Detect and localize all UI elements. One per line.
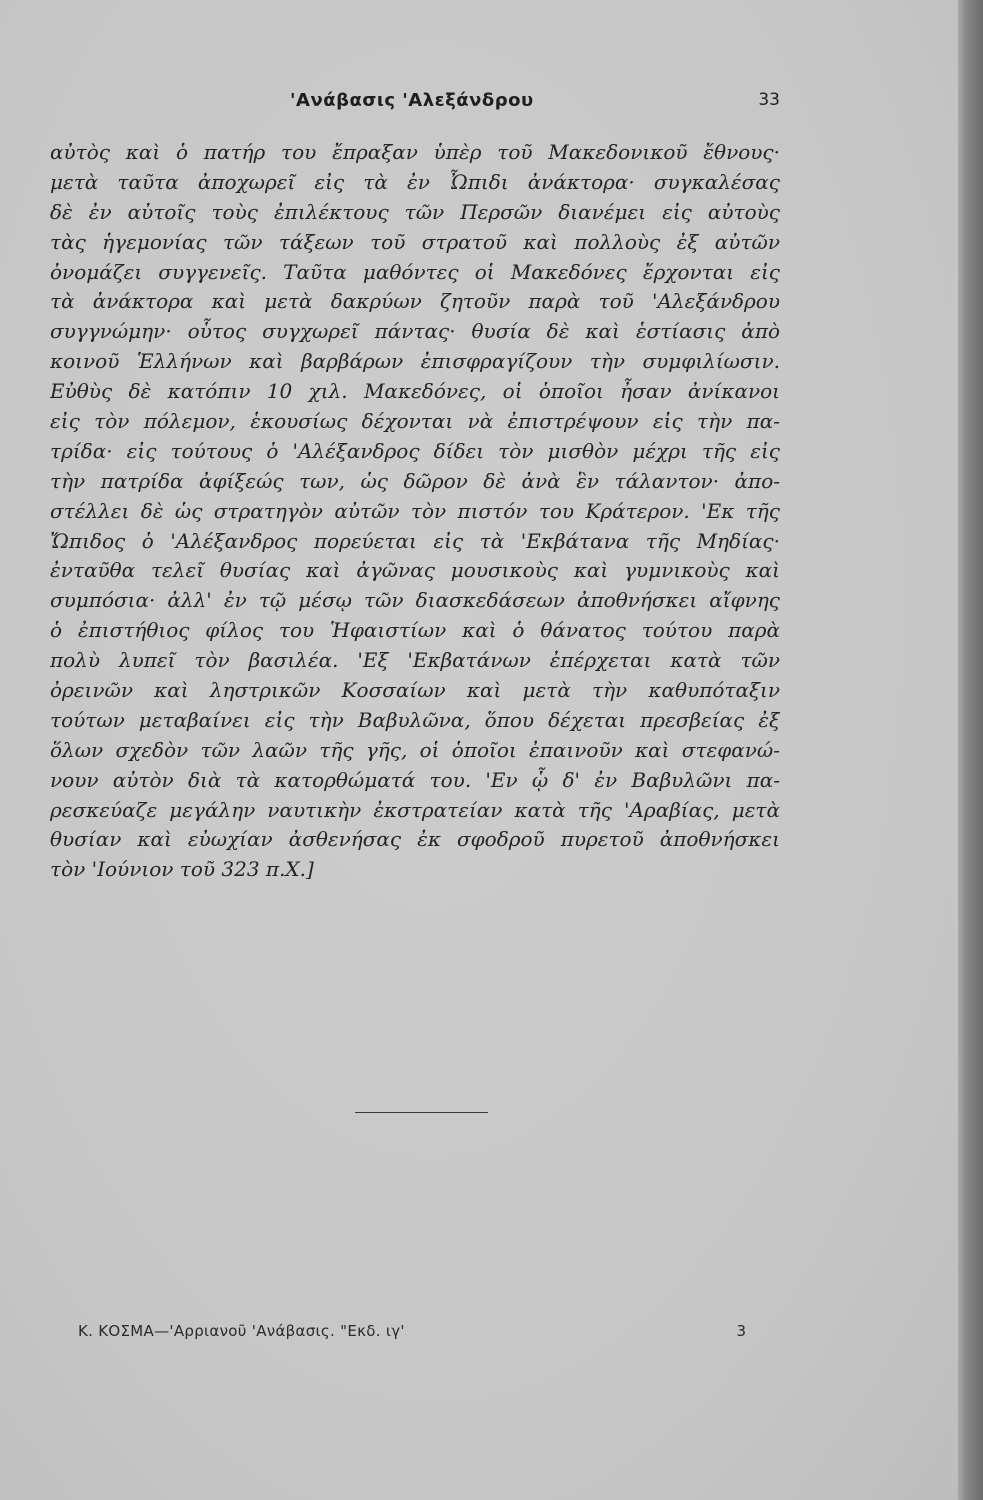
text-line-final: τὸν 'Ιούνιον τοῦ 323 π.Χ.] xyxy=(50,857,314,882)
page-edge-shadow xyxy=(958,0,983,1500)
text-line: τὴν πατρίδα ἀφίξεώς των, ὡς δῶρον δὲ ἀνὰ ἓν τάλαντον· ἀπο- xyxy=(50,468,780,493)
text-line: κοινοῦ Ἑλλήνων καὶ βαρβάρων ἐπισφραγίζουν τὴν συμφιλίωσιν. xyxy=(50,349,780,374)
text-line: ὁ ἐπιστήθιος φίλος του Ἡφαιστίων καὶ ὁ θάνατος τούτου παρὰ xyxy=(50,618,780,643)
section-separator-rule xyxy=(355,1112,488,1113)
text-line: μετὰ ταῦτα ἀποχωρεῖ εἰς τὰ ἐν Ὦπιδι ἀνάκτορα· συγκαλέσας xyxy=(50,169,780,194)
text-line: ἐνταῦθα τελεῖ θυσίας καὶ ἀγῶνας μουσικοὺς καὶ γυμνικοὺς καὶ xyxy=(50,558,780,583)
text-line: Εὐθὺς δὲ κατόπιν 10 χιλ. Μακεδόνες, οἱ ὁποῖοι ἦσαν ἀνίκανοι xyxy=(50,379,780,404)
text-line: αὐτὸς καὶ ὁ πατήρ του ἔπραξαν ὑπὲρ τοῦ Μακεδονικοῦ ἔθνους· xyxy=(50,140,780,164)
text-line: δὲ ἐν αὐτοῖς τοὺς ἐπιλέκτους τῶν Περσῶν διανέμει εἰς αὐτοὺς xyxy=(50,199,780,224)
text-line: τρίδα· εἰς τούτους ὁ 'Αλέξανδρος δίδει τὸν μισθὸν μέχρι τῆς εἰς xyxy=(50,438,780,463)
text-line: τὰ ἀνάκτορα καὶ μετὰ δακρύων ζητοῦν παρὰ τοῦ 'Αλεξάνδρου xyxy=(50,289,780,314)
text-line: πολὺ λυπεῖ τὸν βασιλέα. 'Εξ 'Εκβατάνων ἐπέρχεται κατὰ τῶν xyxy=(50,648,780,673)
footer-signature: Κ. ΚΟΣΜΑ—'Αρριανοῦ 'Ανάβασις. "Εκδ. ιγ' xyxy=(78,1322,405,1340)
text-line: συμπόσια· ἀλλ' ἐν τῷ μέσῳ τῶν διασκεδάσεων ἀποθνήσκει αἴφνης xyxy=(50,588,780,613)
text-line: θυσίαν καὶ εὐωχίαν ἀσθενήσας ἐκ σφοδροῦ πυρετοῦ ἀποθνήσκει xyxy=(50,827,780,852)
printer-signature-line xyxy=(78,1322,746,1346)
running-head xyxy=(50,90,780,120)
text-line: εἰς τὸν πόλεμον, ἑκουσίως δέχονται νὰ ἐπιστρέψουν εἰς τὴν πα- xyxy=(50,409,780,434)
text-line: ὅλων σχεδὸν τῶν λαῶν τῆς γῆς, οἱ ὁποῖοι ἐπαινοῦν καὶ στεφανώ- xyxy=(50,737,780,762)
text-line: ὀρεινῶν καὶ ληστρικῶν Κοσσαίων καὶ μετὰ τὴν καθυπόταξιν xyxy=(50,678,780,703)
text-line: στέλλει δὲ ὡς στρατηγὸν αὐτῶν τὸν πιστόν του Κράτερον. 'Εκ τῆς xyxy=(50,498,780,523)
text-line: ρεσκεύαζε μεγάλην ναυτικὴν ἐκστρατείαν κατὰ τῆς 'Αραβίας, μετὰ xyxy=(50,797,780,822)
text-line: συγγνώμην· οὗτος συγχωρεῖ πάντας· θυσία δὲ καὶ ἑστίασις ἀπὸ xyxy=(50,319,780,344)
text-line: Ὤπιδος ὁ 'Αλέξανδρος πορεύεται εἰς τὰ 'Εκβάτανα τῆς Μηδίας· xyxy=(50,528,780,553)
page-number: 33 xyxy=(758,90,780,110)
text-line: νουν αὐτὸν διὰ τὰ κατορθώματά του. 'Εν ᾧ δ' ἐν Βαβυλῶνι πα- xyxy=(50,767,780,792)
running-title: 'Ανάβασις 'Αλεξάνδρου xyxy=(290,90,534,111)
body-text xyxy=(50,138,780,885)
text-line: τούτων μεταβαίνει εἰς τὴν Βαβυλῶνα, ὅπου δέχεται πρεσβείας ἐξ xyxy=(50,707,780,732)
sheet-number: 3 xyxy=(736,1322,746,1340)
text-line: τὰς ἡγεμονίας τῶν τάξεων τοῦ στρατοῦ καὶ πολλοὺς ἐξ αὐτῶν xyxy=(50,229,780,254)
text-line: ὀνομάζει συγγενεῖς. Ταῦτα μαθόντες οἱ Μακεδόνες ἔρχονται εἰς xyxy=(50,259,780,284)
